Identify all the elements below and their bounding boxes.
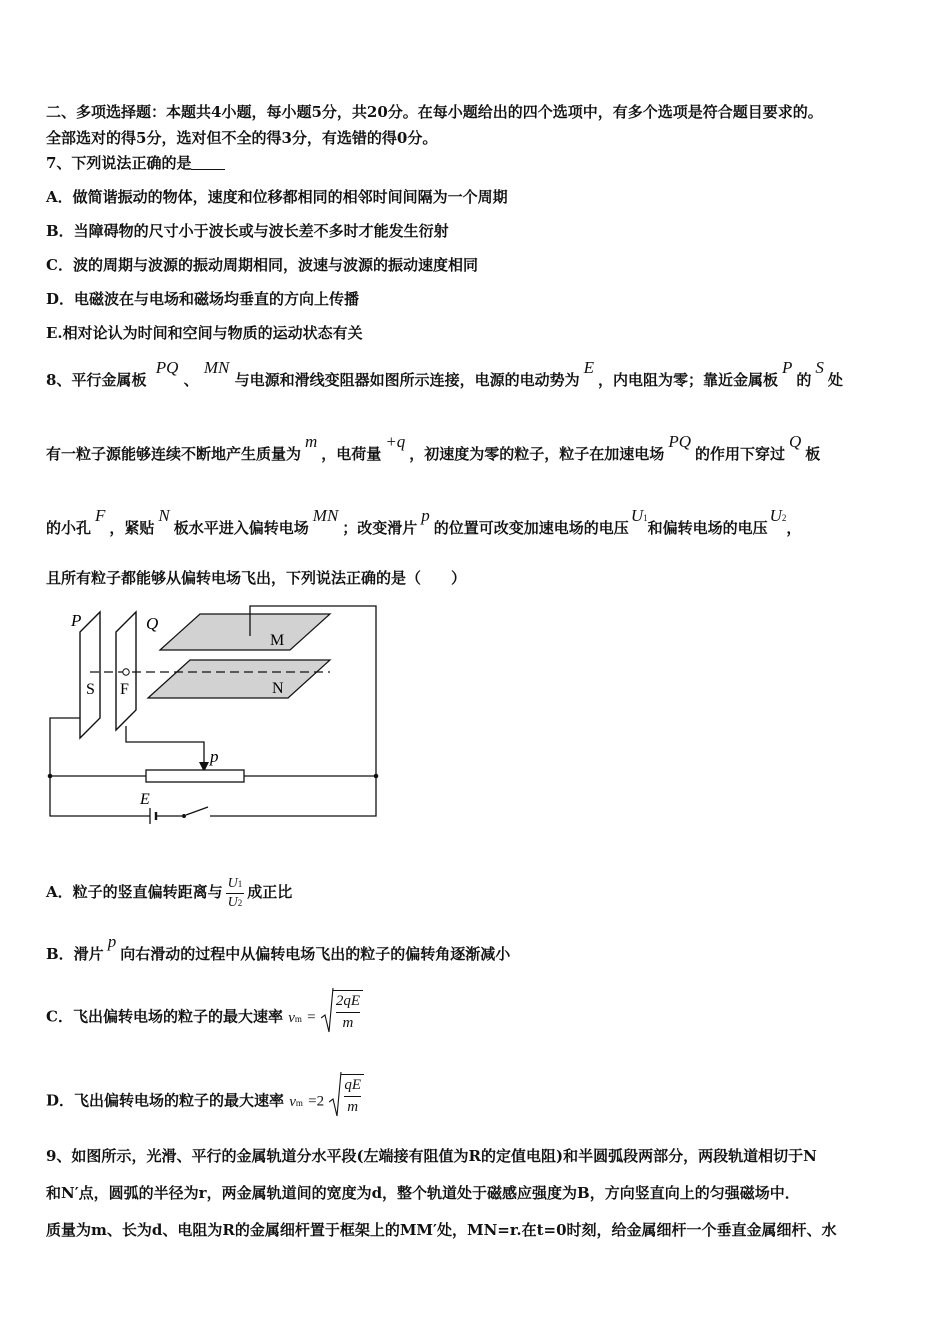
var-v-c: v [288,1009,295,1026]
q9-line2: 和N′点，圆弧的半径为r，两金属轨道间的宽度为d，整个轨道处于磁感应强度为B，方向竖直向上的匀强磁场中． [46,1184,800,1202]
q8-option-a-tail: 成正比 [247,883,293,901]
q8-stem-line4: 且所有粒子都能够从偏转电场飞出，下列说法正确的是（ ） [46,569,467,587]
q8-l1-text-1: 8、平行金属板 [46,371,147,389]
q8-option-a [46,872,292,912]
sqrt-inner-c [333,990,363,1034]
var-m: m [305,432,318,451]
plate-N [148,660,330,698]
q8-l3-text-3: 板水平进入偏转电场 [173,519,309,537]
q9-line3: 质量为m、长为d、电阻为R的金属细杆置于框架上的MM′处，MN=r.在t=0时刻，给金属细杆一个垂直金属细杆、水 [46,1221,837,1239]
q8-l3-text-6: 和偏转电场的电压 [647,519,768,537]
label-p: p [210,747,219,766]
q7-answer-blank [191,155,225,170]
label-P: P [71,611,82,630]
equals-c: = [307,1009,316,1026]
q8-l1-text-5: 的 [796,371,812,389]
var-P: P [782,358,793,377]
fraction-denominator [226,894,245,912]
var-S: S [815,358,824,377]
q9-line1: 9、如图所示，光滑、平行的金属轨道分水平段(左端接有阻值为R的定值电阻)和半圆弧段两部分，两段轨道相切于N [46,1147,817,1165]
var-U1 [631,506,648,525]
sqrt-denominator-d: m [347,1099,359,1115]
var-p-option-b: p [107,932,117,951]
q7-stem [46,153,225,173]
var-vm-d [289,1094,303,1110]
sqrt-inner-d [341,1074,364,1118]
var-N: N [158,506,170,525]
plate-M [160,614,330,650]
q8-l1-text-3: 与电源和滑线变阻器如图所示连接，电源的电动势为 [234,371,580,389]
sqrt-2qE-over-m [321,990,363,1045]
var-Q: Q [789,432,802,451]
var-U1-letter: U [630,506,644,525]
sqrt-numerator-c: 2qE [336,991,360,1013]
fraction-numerator [226,875,245,894]
var-F: F [95,506,106,525]
var-plus-q: +q [385,432,406,451]
switch-lever [186,807,208,815]
q7-option-e: E.相对论认为时间和空间与物质的运动状态有关 [46,324,363,342]
q8-l2-text-5: 板 [805,445,821,463]
q7-option-c: C．波的周期与波源的振动周期相同，波速与波源的振动速度相同 [46,256,478,274]
q8-option-b-text-2: 向右滑动的过程中从偏转电场飞出的粒子的偏转角逐渐减小 [120,945,511,963]
q8-l1-text-4: ，内电阻为零；靠近金属板 [597,371,778,389]
q8-option-d-text: D．飞出偏转电场的粒子的最大速率 [46,1091,285,1110]
q7-option-b: B．当障碍物的尺寸小于波长或与波长差不多时才能发生衍射 [46,222,449,240]
q8-l1-text-2: 、 [183,371,199,389]
q8-l2-text-2: ，电荷量 [321,445,382,463]
q8-l2-text-1: 有一粒子源能够连续不断地产生质量为 [46,445,302,463]
rheostat [146,770,244,782]
var-PQ: PQ [155,358,179,377]
q8-option-a-text: A．粒子的竖直偏转距离与 [46,883,223,901]
wire-Q-slider [126,726,204,764]
fraction-den-sub: 2 [237,897,243,908]
fraction-num-letter: U [227,875,238,891]
q8-option-c-text: C．飞出偏转电场的粒子的最大速率 [46,1007,283,1026]
q8-l3-text-5: 的位置可改变加速电场的电压 [433,519,629,537]
var-vm-c [288,1010,302,1026]
label-F: F [120,681,129,698]
sqrt-qE-over-m [329,1074,364,1129]
switch-contact [182,814,186,818]
fraction-den-letter: U [227,894,238,910]
q8-l3-text-1: 的小孔 [46,519,92,537]
q8-l2-text-3: ，初速度为零的粒子，粒子在加速电场 [409,445,665,463]
var-vm-sub-d: m [295,1097,303,1108]
label-E: E [140,791,150,808]
section-header-line1: 二、多项选择题：本题共4小题，每小题5分，共20分。在每小题给出的四个选项中，有多个选项是符合题目要求的。 [46,103,823,121]
q8-l3-text-7: ， [786,519,802,537]
var-p: p [421,506,430,525]
wire-battery-loop [50,776,150,816]
q7-option-a: A．做简谐振动的物体，速度和位移都相同的相邻时间间隔为一个周期 [46,188,508,206]
fraction-U1-U2 [226,875,245,912]
sqrt-numerator-d: qE [344,1075,361,1097]
radical-sign-d [329,1072,342,1118]
q8-option-d [46,1074,364,1129]
plate-P [80,612,100,738]
q8-circuit-figure [40,600,390,830]
section-header-line2: 全部选对的得5分，选对但不全的得3分，有选错的得0分。 [46,129,438,147]
var-E: E [583,358,594,377]
q8-stem-line1 [46,358,843,390]
q7-option-d: D．电磁波在与电场和磁场均垂直的方向上传播 [46,290,360,308]
label-Q: Q [146,614,159,633]
fraction-num-sub: 1 [237,878,243,889]
var-U2 [770,506,787,525]
radical-sign-c [321,988,334,1034]
var-vm-sub-c: m [294,1013,302,1024]
sqrt-denominator-c: m [342,1015,354,1031]
label-S: S [86,681,95,698]
q8-l1-text-6: 处 [827,371,843,389]
q8-l2-text-4: 的作用下穿过 [694,445,785,463]
q8-stem-line3 [46,506,802,540]
var-U1-sub: 1 [643,513,648,523]
equals-2-d: =2 [308,1093,325,1110]
var-v-d: v [289,1093,296,1110]
wire-P-left [50,718,80,776]
hole-F [123,669,129,675]
var-MN: MN [203,358,230,377]
q8-option-c [46,990,363,1045]
var-U2-letter: U [769,506,782,525]
var-U2-sub: 2 [781,513,787,523]
q8-option-b [46,932,511,964]
var-PQ-2: PQ [668,432,691,451]
q8-stem-line2 [46,432,821,464]
q8-option-b-text-1: B．滑片 [46,945,104,963]
label-M: M [270,632,285,649]
var-MN-2: MN [312,506,339,525]
q7-stem-text: 7、下列说法正确的是 [46,154,192,172]
label-N: N [272,680,284,697]
q8-l3-text-4: ；改变滑片 [342,519,418,537]
q8-l3-text-2: ，紧贴 [109,519,155,537]
